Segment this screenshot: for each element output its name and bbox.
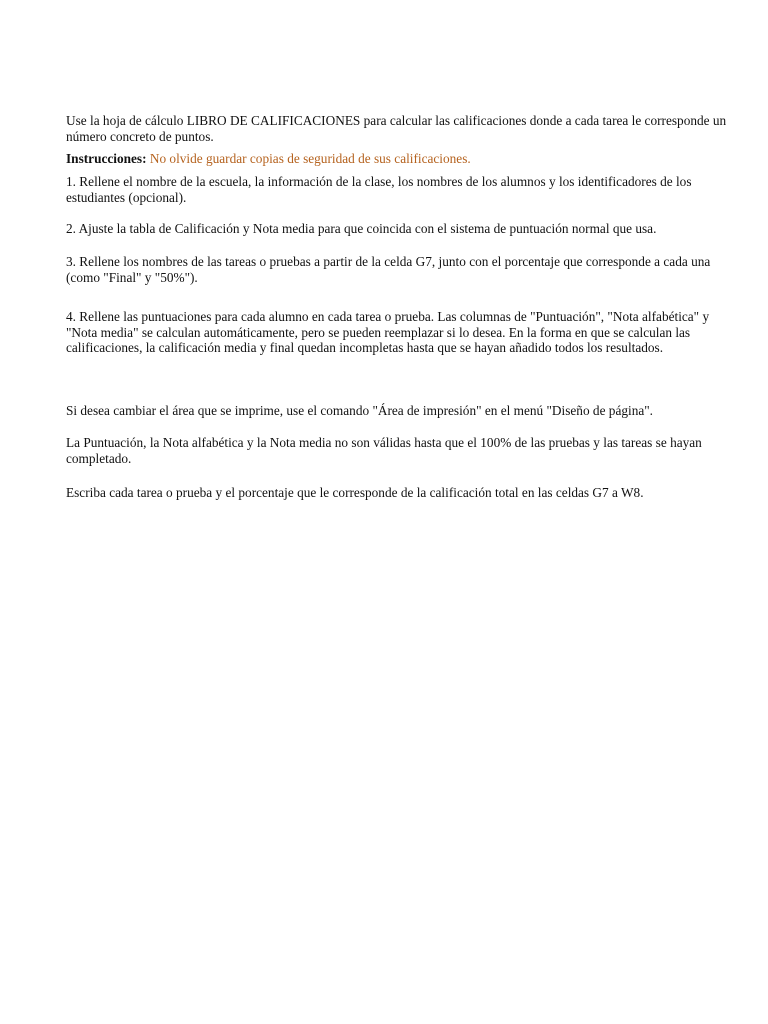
instructions-text: No olvide guardar copias de seguridad de sus calificaciones. xyxy=(149,151,471,166)
instructions-label: Instrucciones: xyxy=(66,151,147,166)
intro-paragraph: Use la hoja de cálculo LIBRO DE CALIFICACIONES para calcular las calificaciones donde a cada tarea le corresponde un número concreto de puntos. xyxy=(66,113,727,144)
step-2: 2. Ajuste la tabla de Calificación y Nota media para que coincida con el sistema de puntuación normal que usa. xyxy=(66,221,657,236)
note-cells: Escriba cada tarea o prueba y el porcentaje que le corresponde de la calificación total en las celdas G7 a W8. xyxy=(66,485,644,500)
step-1: 1. Rellene el nombre de la escuela, la información de la clase, los nombres de los alumnos y los identificadores de los estudiantes (opcional). xyxy=(66,174,692,205)
step-3: 3. Rellene los nombres de las tareas o pruebas a partir de la celda G7, junto con el porcentaje que corresponde a cada una (como "Final" y "50%"). xyxy=(66,254,711,285)
instructions-line xyxy=(66,151,742,167)
step-4: 4. Rellene las puntuaciones para cada alumno en cada tarea o prueba. Las columnas de "Puntuación", "Nota alfabética" y "Nota media" se calculan automáticamente, pero se pueden reemplazar si lo desea. En la forma en que se calculan las calificaciones, la calificación media y final quedan incompletas hasta que se hayan añadido todos los resultados. xyxy=(66,309,710,355)
note-validity: La Puntuación, la Nota alfabética y la Nota media no son válidas hasta que el 100% de las pruebas y las tareas se hayan completado. xyxy=(66,435,702,466)
note-print-area: Si desea cambiar el área que se imprime, use el comando "Área de impresión" en el menú "Diseño de página". xyxy=(66,403,653,418)
